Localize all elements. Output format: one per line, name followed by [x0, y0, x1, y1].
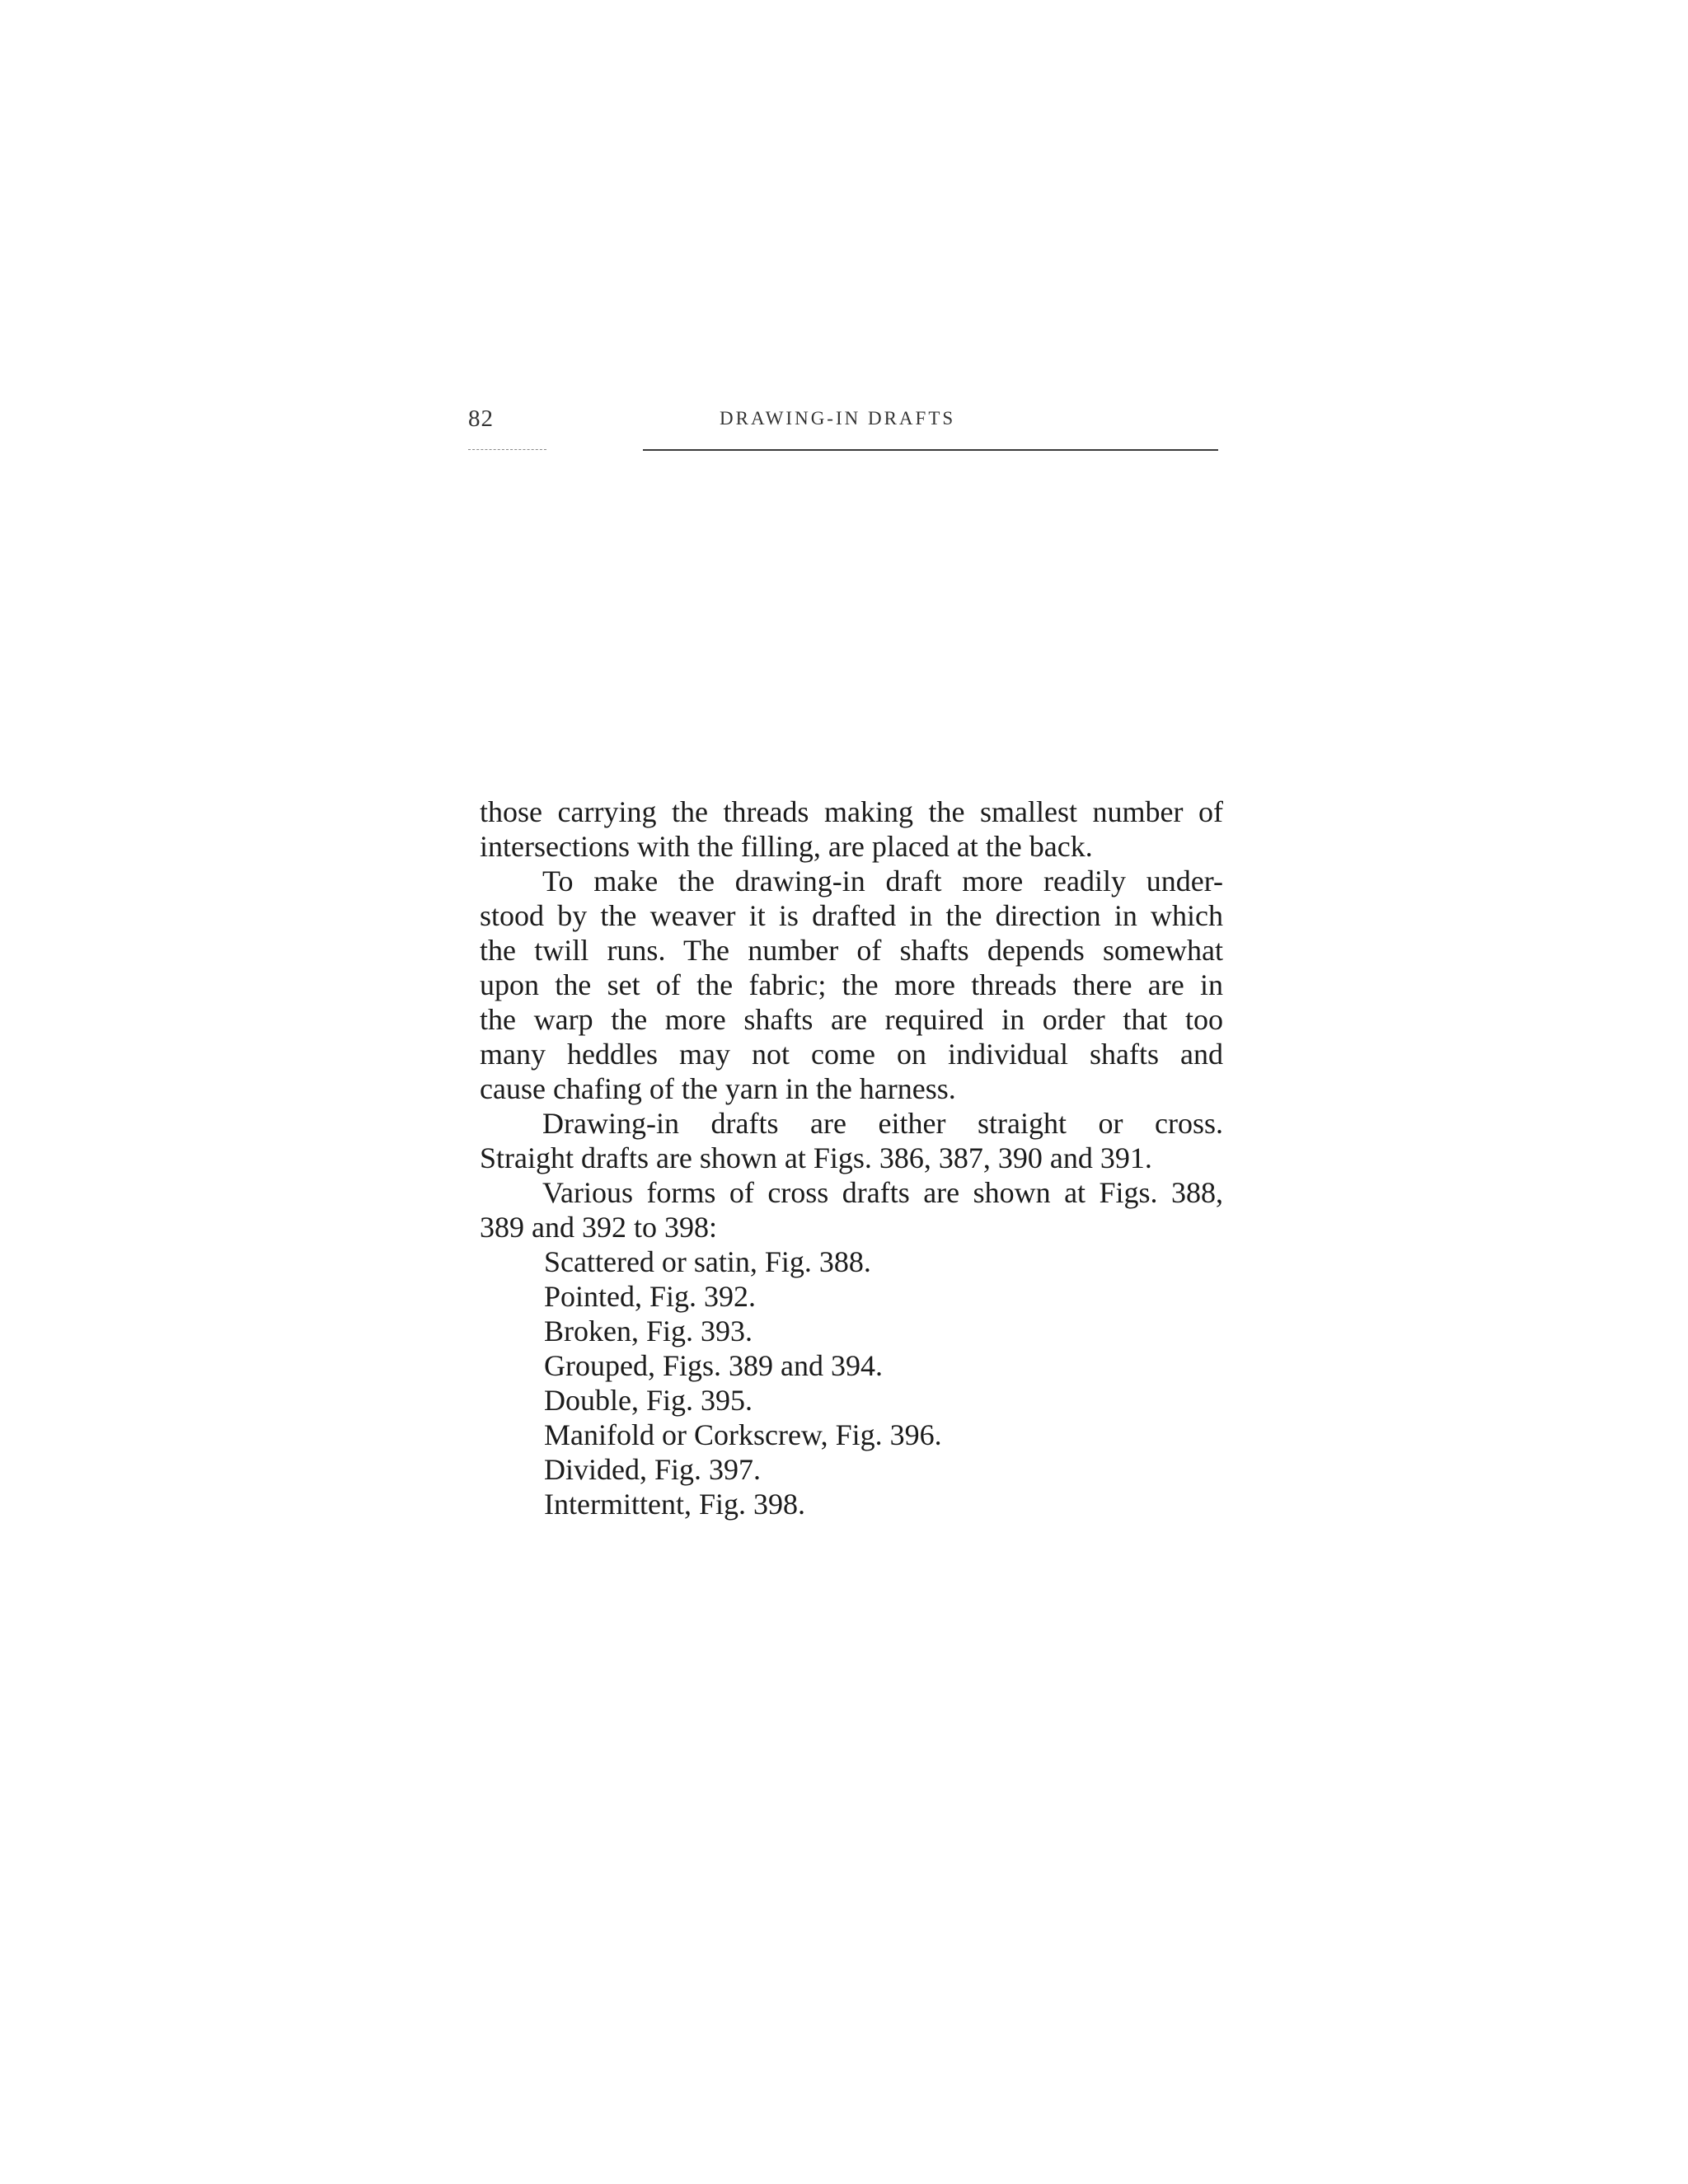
paragraph-cross-drafts	[480, 1175, 1223, 1244]
text-line: Drawing-in drafts are either straight or cross.	[542, 1107, 1223, 1140]
paragraph-continuation	[480, 794, 1223, 864]
paragraph-drafting-direction	[480, 864, 1223, 1106]
running-head	[468, 405, 1218, 438]
text-line: 389 and 392 to 398:	[480, 1211, 717, 1244]
list-item: Intermittent, Fig. 398.	[544, 1488, 805, 1521]
text-line: upon the set of the fabric; the more threads there are in	[480, 968, 1223, 1001]
text-line: Various forms of cross drafts are shown at Figs. 388,	[542, 1176, 1223, 1209]
text-line: the twill runs. The number of shafts depends somewhat	[480, 934, 1223, 967]
list-item: Manifold or Corkscrew, Fig. 396.	[544, 1418, 942, 1451]
text-line: cause chafing of the yarn in the harness.	[480, 1072, 956, 1105]
running-title: DRAWING-IN DRAFTS	[720, 408, 956, 429]
list-item: Scattered or satin, Fig. 388.	[544, 1245, 871, 1278]
text-line: To make the drawing-in draft more readily under-	[542, 865, 1223, 898]
list-item: Grouped, Figs. 389 and 394.	[544, 1349, 883, 1382]
body-text	[480, 794, 1223, 1521]
text-line: those carrying the threads making the smallest number of	[480, 795, 1223, 828]
list-item: Pointed, Fig. 392.	[544, 1280, 757, 1313]
text-line: the warp the more shafts are required in order that too	[480, 1003, 1223, 1036]
paragraph-draft-types	[480, 1106, 1223, 1175]
header-rule	[643, 449, 1218, 451]
header-rule-left	[468, 449, 546, 450]
figure-list	[480, 1244, 1223, 1521]
list-item: Broken, Fig. 393.	[544, 1315, 753, 1347]
text-line: Straight drafts are shown at Figs. 386, 387, 390 and 391.	[480, 1141, 1152, 1174]
list-item: Divided, Fig. 397.	[544, 1453, 762, 1486]
text-line: stood by the weaver it is drafted in the direction in which	[480, 899, 1223, 932]
page-number: 82	[468, 405, 494, 432]
list-item: Double, Fig. 395.	[544, 1384, 753, 1417]
text-line: intersections with the filling, are placed at the back.	[480, 830, 1093, 863]
text-line: many heddles may not come on individual shafts and	[480, 1038, 1223, 1071]
